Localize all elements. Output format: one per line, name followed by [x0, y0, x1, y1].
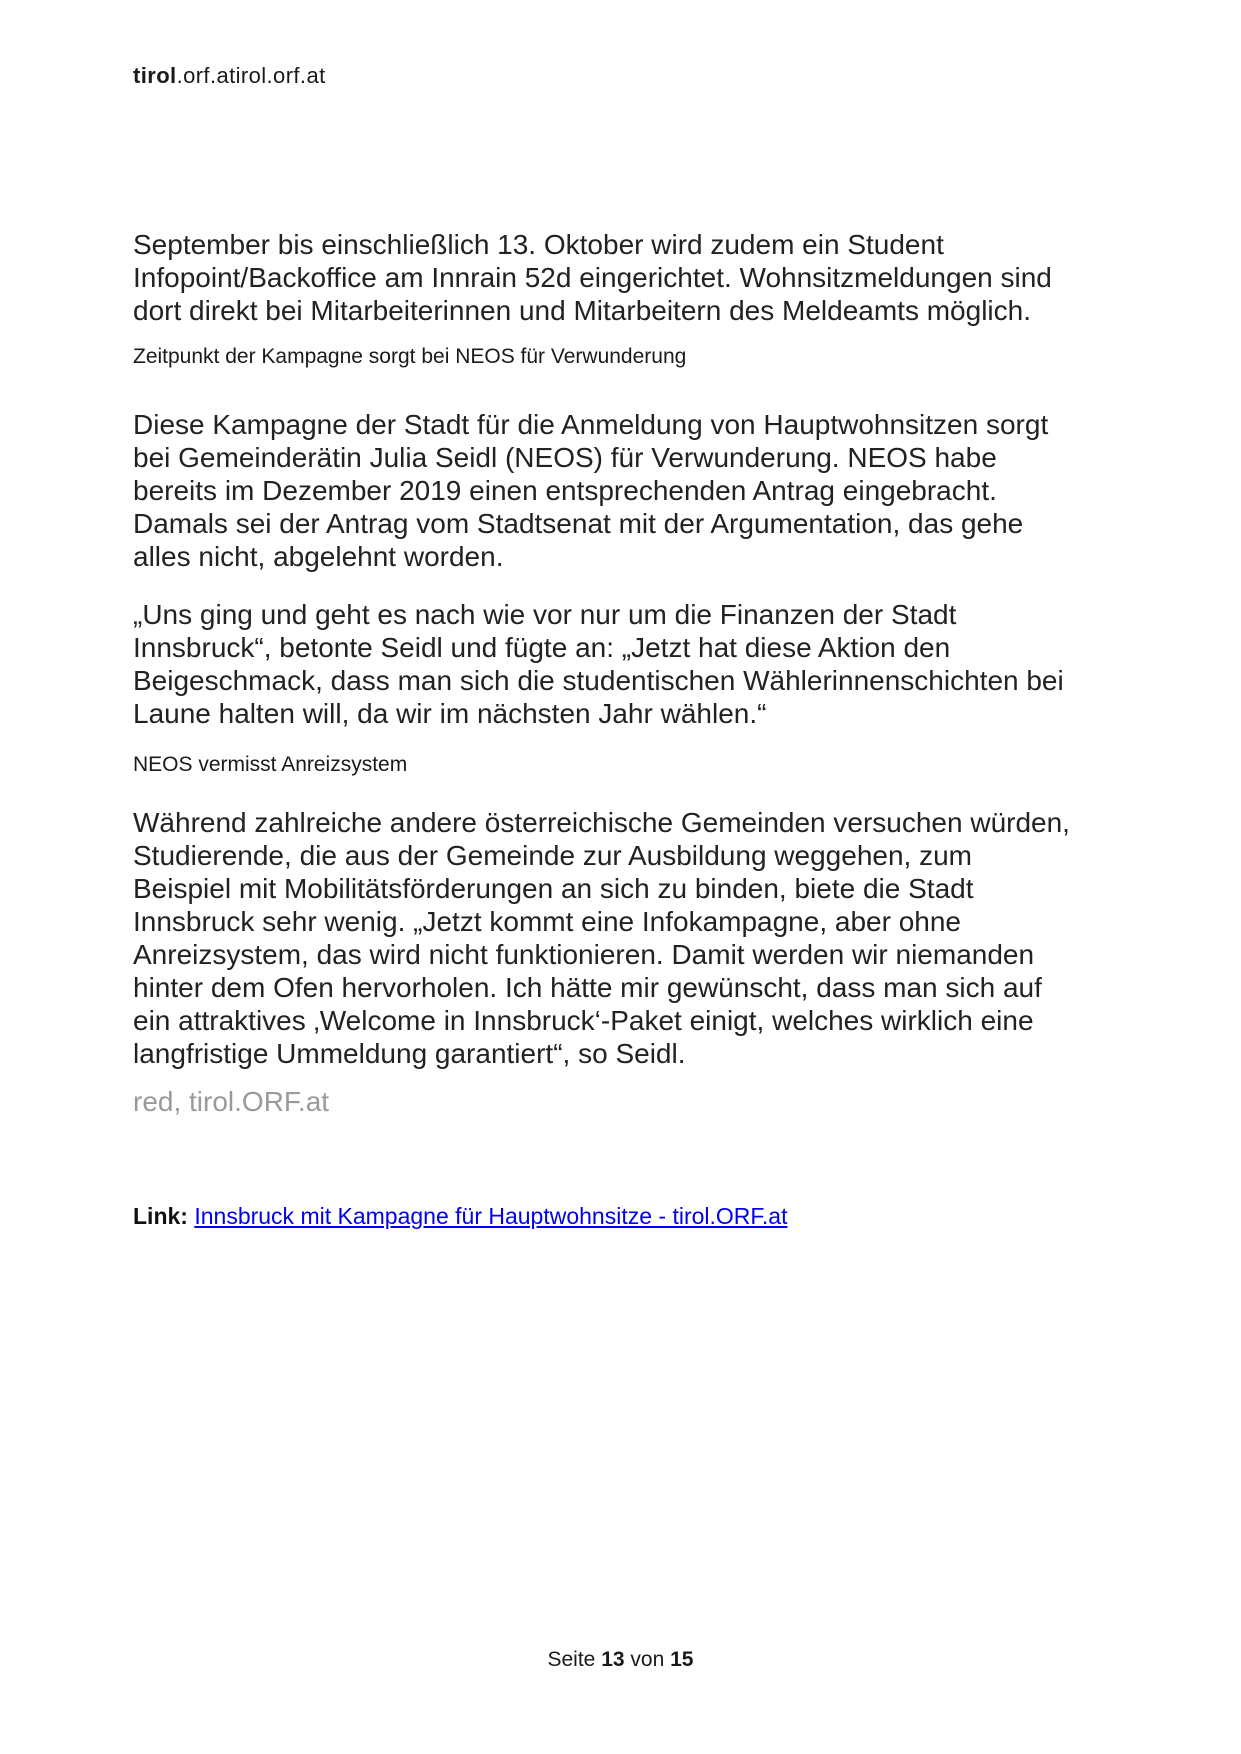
page-number: [0, 1648, 1241, 1672]
header-brand-rest: .orf.atirol.orf.at: [176, 63, 326, 88]
page-number-total: 15: [670, 1648, 694, 1671]
link-label: Link:: [133, 1203, 188, 1229]
header-brand-bold: tirol: [133, 63, 177, 88]
subheading-zeitpunkt: Zeitpunkt der Kampagne sorgt bei NEOS für Verwunderung: [133, 345, 687, 368]
page-number-current: 13: [601, 1648, 625, 1671]
paragraph-quote: „Uns ging und geht es nach wie vor nur um die Finanzen der Stadt Innsbruck“, betonte Seidl und fügte an: „Jetzt hat diese Aktion den Beigeschmack, dass man sich die studentischen Wählerinnenschichten bei Laune halten will, da wir im nächsten Jahr wählen.“: [133, 599, 1064, 729]
paragraph-kampagne: Diese Kampagne der Stadt für die Anmeldung von Hauptwohnsitzen sorgt bei Gemeinderätin Julia Seidl (NEOS) für Verwunderung. NEOS habe bereits im Dezember 2019 einen entsprechenden Antrag eingebracht. Damals sei der Antrag vom Stadtsenat mit der Argumentation, das gehe alles nicht, abgelehnt worden.: [133, 409, 1049, 572]
article-link[interactable]: Innsbruck mit Kampagne für Hauptwohnsitze - tirol.ORF.at: [194, 1203, 788, 1229]
byline: red, tirol.ORF.at: [133, 1086, 330, 1117]
subheading-anreizsystem: NEOS vermisst Anreizsystem: [133, 753, 408, 776]
page-number-word-von: von: [630, 1648, 665, 1671]
link-row: [133, 1203, 787, 1230]
page-header-url: [133, 63, 326, 89]
paragraph-anreizsystem: Während zahlreiche andere österreichische Gemeinden versuchen würden, Studierende, die aus der Gemeinde zur Ausbildung weggehen, zum Beispiel mit Mobilitätsförderungen an sich zu binden, biete die Stadt Innsbruck sehr wenig. „Jetzt kommt eine Infokampagne, aber ohne Anreizsystem, das wird nicht funktionieren. Damit werden wir niemanden hinter dem Ofen hervorholen. Ich hätte mir gewünscht, dass man sich auf ein attraktives ‚Welcome in Innsbruck‘-Paket einigt, welches wirklich eine langfristige Ummeldung garantiert“, so Seidl.: [133, 807, 1070, 1069]
page-number-word-seite: Seite: [547, 1648, 596, 1671]
paragraph-intro: September bis einschließlich 13. Oktober wird zudem ein Student Infopoint/Backoffice am Innrain 52d eingerichtet. Wohnsitzmeldungen sind dort direkt bei Mitarbeiterinnen und Mitarbeitern des Meldeamts möglich.: [133, 229, 1052, 326]
